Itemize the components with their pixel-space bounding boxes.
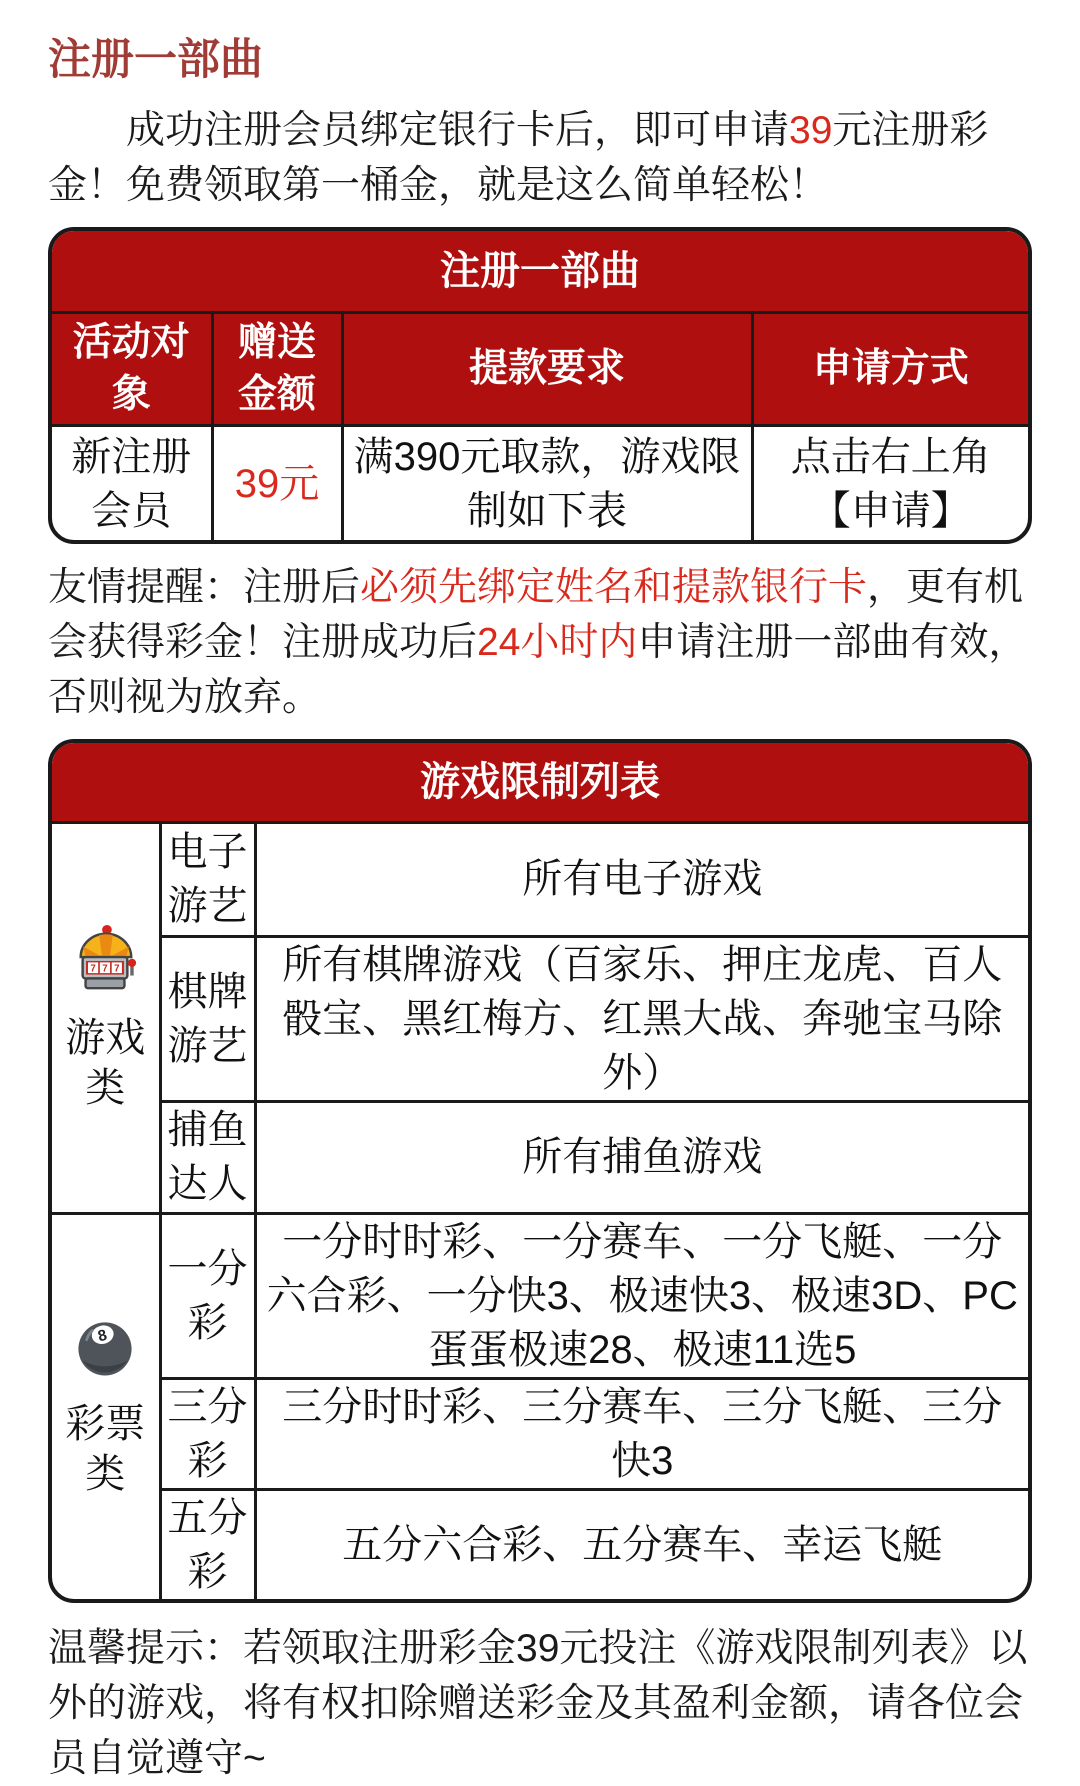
slot-machine-icon — [70, 923, 140, 1009]
subcategory-cell: 捕鱼达人 — [160, 1101, 255, 1213]
registration-table-header-row — [52, 314, 1028, 426]
header-cell-withdrawal-requirement: 提款要求 — [342, 314, 752, 426]
svg-text:7: 7 — [114, 963, 120, 975]
category-label-games: 游戏类 — [65, 1015, 146, 1110]
reminder-highlight-bind-card: 必须先绑定姓名和提款银行卡 — [360, 566, 868, 609]
reminder-paragraph — [48, 560, 1032, 725]
restriction-content-cell: 五分六合彩、五分赛车、幸运飞艇 — [255, 1489, 1028, 1599]
registration-table-caption: 注册一部曲 — [52, 231, 1028, 314]
intro-highlight-amount: 39 — [789, 109, 833, 152]
page-title: 注册一部曲 — [48, 36, 263, 84]
cell-audience: 新注册会员 — [71, 434, 192, 533]
intro-paragraph — [48, 103, 1032, 213]
table-row — [52, 824, 1028, 936]
svg-text:7: 7 — [90, 963, 97, 975]
table-row — [52, 1378, 1028, 1489]
apply-method-line-1: 点击右上角 — [790, 434, 991, 479]
reminder-highlight-24h: 24小时内 — [477, 621, 638, 664]
footer-note: 温馨提示：若领取注册彩金39元投注《游戏限制列表》以外的游戏，将有权扣除赠送彩金及其盈利金额，请各位会员自觉遵守~ — [48, 1627, 1028, 1780]
registration-table-data-row — [52, 426, 1028, 541]
reminder-text-2: ，更有机会获得彩金！注册成功后 — [48, 566, 1024, 664]
svg-text:8: 8 — [96, 1326, 110, 1346]
table-row — [52, 1489, 1028, 1599]
table-row — [52, 936, 1028, 1101]
subcategory-cell: 五分彩 — [160, 1489, 255, 1599]
apply-method-line-2: 【申请】 — [810, 488, 971, 533]
svg-text:7: 7 — [102, 963, 108, 975]
game-restriction-table — [48, 739, 1032, 1603]
table-row — [52, 1213, 1028, 1378]
intro-text-1: 成功注册会员绑定银行卡后，即可申请 — [126, 109, 790, 152]
category-cell-lottery — [52, 1213, 160, 1599]
cell-bonus-amount: 39元 — [212, 426, 342, 541]
subcategory-cell: 三分彩 — [160, 1378, 255, 1489]
cell-withdrawal-requirement: 满390元取款，游戏限制如下表 — [342, 426, 752, 541]
cell-apply-method — [752, 426, 1028, 541]
restriction-content-cell: 一分时时彩、一分赛车、一分飞艇、一分六合彩、一分快3、极速快3、极速3D、PC蛋蛋极速28、极速11选5 — [255, 1213, 1028, 1378]
reminder-text-3: 申请注册一部曲有效，否则视为放弃。 — [48, 621, 1028, 719]
restriction-content-cell: 三分时时彩、三分赛车、三分飞艇、三分快3 — [255, 1378, 1028, 1489]
restriction-content-cell: 所有捕鱼游戏 — [255, 1101, 1028, 1213]
subcategory-cell: 电子游艺 — [160, 824, 255, 936]
category-label-lottery: 彩票类 — [65, 1401, 146, 1496]
game-restriction-caption: 游戏限制列表 — [52, 743, 1028, 824]
subcategory-cell: 一分彩 — [160, 1213, 255, 1378]
reminder-text-1: 友情提醒：注册后 — [48, 566, 361, 609]
eight-ball-icon — [72, 1315, 138, 1395]
category-cell-games — [52, 824, 160, 1213]
registration-bonus-table — [48, 227, 1032, 544]
header-cell-bonus-amount: 赠送金额 — [212, 314, 342, 426]
header-cell-audience: 活动对象 — [52, 314, 212, 426]
table-row — [52, 1101, 1028, 1213]
restriction-content-cell: 所有电子游戏 — [255, 824, 1028, 936]
intro-text-2: 元注册彩金！免费领取第一桶金，就是这么简单轻松！ — [48, 109, 989, 207]
subcategory-cell: 棋牌游艺 — [160, 936, 255, 1101]
header-cell-apply-method: 申请方式 — [752, 314, 1028, 426]
restriction-content-cell: 所有棋牌游戏（百家乐、押庄龙虎、百人骰宝、黑红梅方、红黑大战、奔驰宝马除外） — [255, 936, 1028, 1101]
